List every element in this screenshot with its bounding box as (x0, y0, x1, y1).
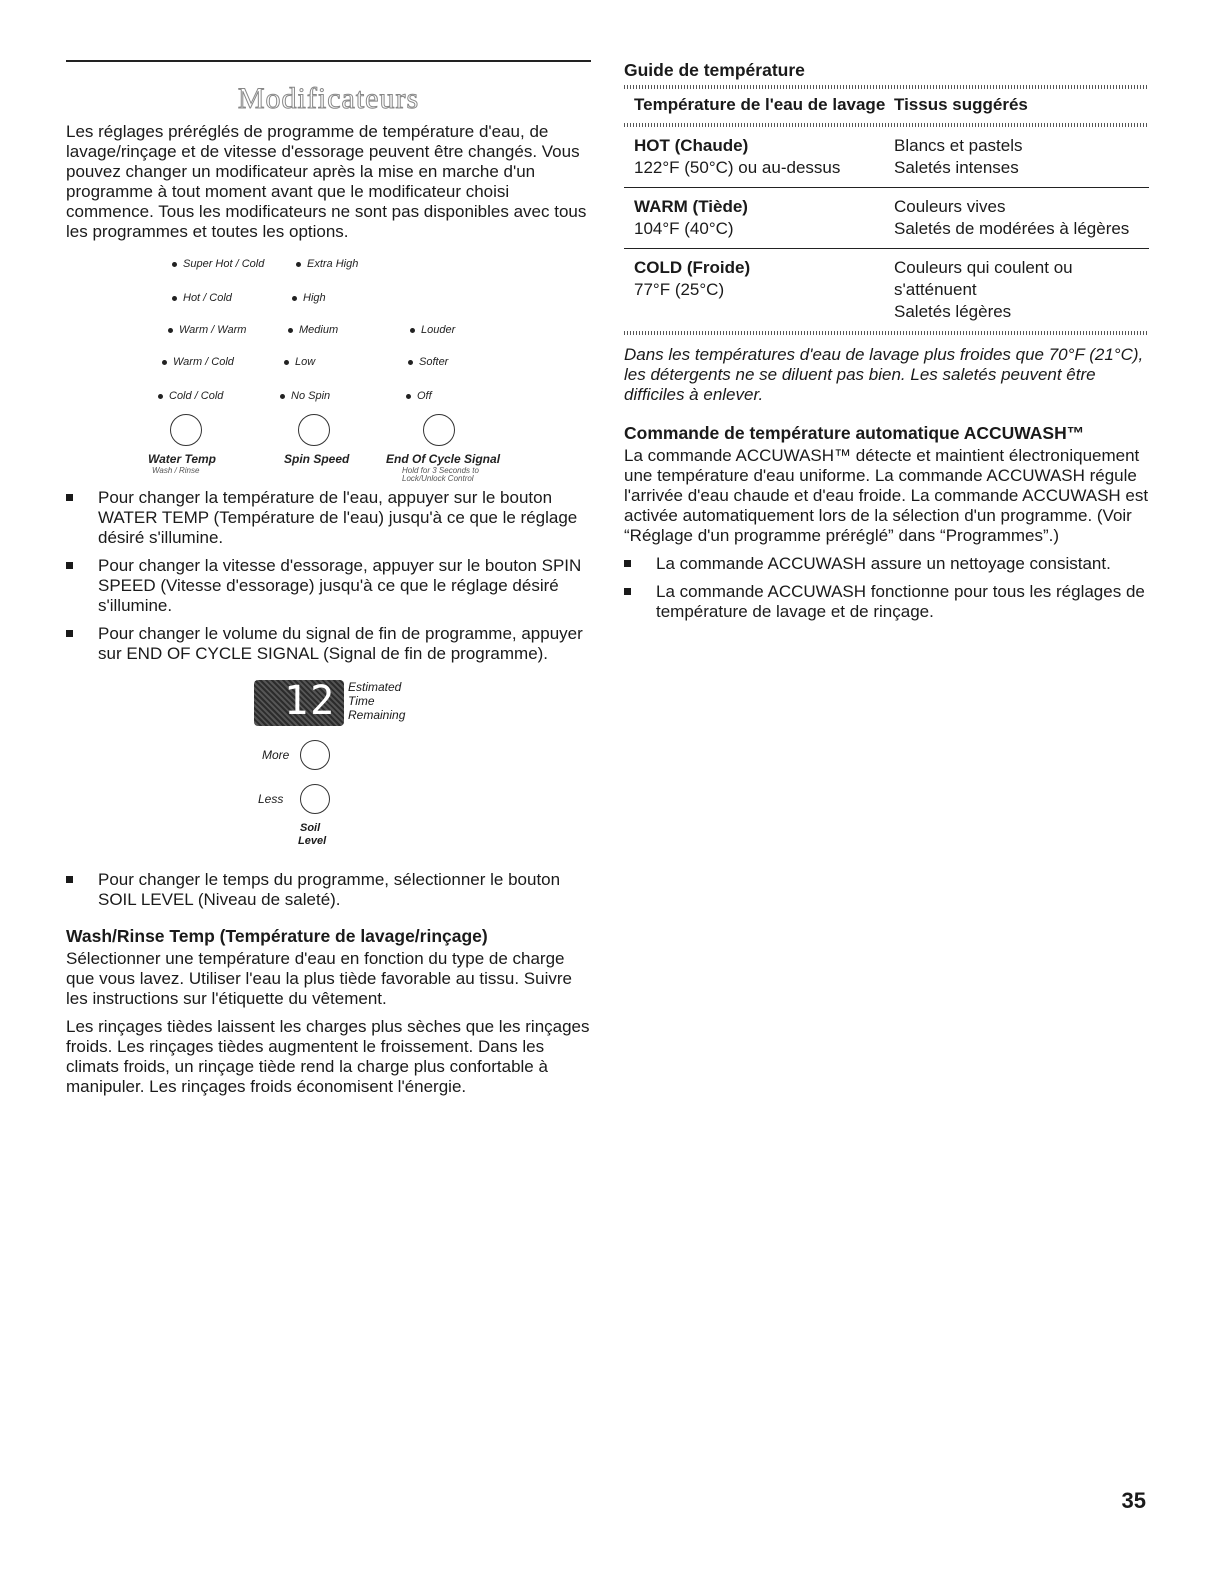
soil-level-display-illustration (66, 672, 591, 862)
temp-value: 104°F (40°C) (634, 219, 734, 238)
accuwash-heading: Commande de température automatique ACCUWASH™ (624, 423, 1085, 443)
water-temp-option: Warm / Warm (168, 324, 246, 336)
end-of-cycle-signal-button[interactable] (423, 414, 455, 446)
list-item: Pour changer la vitesse d'essorage, appuyer sur le bouton SPIN SPEED (Vitesse d'essorage) jusqu'à ce que le réglage désiré s'illumine. (66, 556, 591, 616)
temp-value: 122°F (50°C) ou au-dessus (634, 158, 841, 177)
list-item: Pour changer le temps du programme, sélectionner le bouton SOIL LEVEL (Niveau de saleté). (66, 870, 591, 910)
water-temp-option: Cold / Cold (158, 390, 223, 402)
spin-speed-option: Medium (288, 324, 338, 336)
fabric-line: Saletés de modérées à légères (894, 219, 1130, 238)
column-header-fabrics: Tissus suggérés (894, 95, 1028, 114)
wash-rinse-paragraph-2: Les rinçages tièdes laissent les charges plus sèches que les rinçages froids. Les rinçages tièdes augmentent le froissement. Dans les climats froids, un rinçage tiède rend la charge plus confortable à manipuler. Les rinçages froids économisent l'énergie. (66, 1017, 590, 1096)
wash-rinse-paragraph-1: Sélectionner une température d'eau en fonction du type de charge que vous lavez. Utiliser l'eau la plus tiède favorable au tissu. Suivre les instructions sur l'étiquette du vêtement. (66, 949, 572, 1008)
water-temp-label: Water Temp (148, 452, 217, 466)
spin-speed-option: Extra High (296, 258, 358, 270)
temp-name: WARM (Tiède) (634, 197, 748, 216)
less-label: Less (258, 792, 284, 806)
signal-option: Off (406, 390, 432, 402)
time-display-value: 12 (284, 678, 337, 724)
level-label: Level (298, 835, 327, 847)
top-rule (66, 60, 591, 62)
soil-bullet-list (66, 870, 591, 910)
list-item: La commande ACCUWASH assure un nettoyage consistant. (624, 554, 1149, 574)
signal-sublabel: Hold for 3 Seconds to (402, 466, 479, 475)
guide-title: Guide de température (624, 60, 805, 80)
more-label: More (262, 748, 290, 762)
dotted-divider (624, 331, 1149, 335)
water-temp-sublabel: Wash / Rinse (152, 466, 200, 475)
remaining-label: Remaining (348, 708, 406, 722)
spin-speed-option: Low (284, 356, 315, 368)
temp-value: 77°F (25°C) (634, 280, 725, 299)
soil-less-button[interactable] (300, 784, 330, 814)
intro-paragraph: Les réglages préréglés de programme de température d'eau, de lavage/rinçage et de vitesse d'essorage peuvent être changés. Vous pouvez changer un modificateur après la mise en marche d'un programme à tout moment avant que le modificateur choisi commence. Tous les modificateurs ne sont pas disponibles avec tous les programmes et toutes les options. (66, 122, 587, 241)
control-panel-illustration (66, 252, 591, 488)
modifier-bullet-list (66, 488, 591, 664)
estimated-label: Estimated (348, 680, 402, 694)
water-temp-option: Hot / Cold (172, 292, 232, 304)
water-temp-button[interactable] (170, 414, 202, 446)
table-row (624, 249, 1149, 331)
page-number: 35 (1121, 1488, 1146, 1513)
temp-name: COLD (Froide) (634, 258, 751, 277)
temperature-note: Dans les températures d'eau de lavage plus froides que 70°F (21°C), les détergents ne se diluent pas bien. Les saletés peuvent être difficiles à enlever. (624, 345, 1144, 404)
temp-name: HOT (Chaude) (634, 136, 749, 155)
list-item: Pour changer le volume du signal de fin de programme, appuyer sur END OF CYCLE SIGNAL (Signal de fin de programme). (66, 624, 591, 664)
fabric-line: Couleurs qui coulent ou (894, 258, 1073, 277)
soil-label: Soil (300, 822, 321, 834)
water-temp-option: Warm / Cold (162, 356, 234, 368)
list-item: Pour changer la température de l'eau, appuyer sur le bouton WATER TEMP (Température de l'eau) jusqu'à ce que le réglage désiré s'illumine. (66, 488, 591, 548)
fabric-line: s'atténuent (894, 280, 977, 299)
table-header (624, 89, 1149, 123)
spin-speed-option: High (292, 292, 326, 304)
accuwash-paragraph: La commande ACCUWASH™ détecte et maintient électroniquement une température d'eau uniforme. La commande ACCUWASH régule l'arrivée d'eau chaude et d'eau froide. La commande ACCUWASH est activée automatiquement lors de la sélection d'un programme. (Voir “Réglage d'un programme préréglé” dans “Programmes”.) (624, 446, 1149, 545)
spin-speed-option: No Spin (280, 390, 330, 402)
signal-option: Louder (410, 324, 455, 336)
signal-label: End Of Cycle Signal (386, 452, 501, 466)
left-column (66, 60, 591, 1105)
signal-sublabel: Lock/Unlock Control (402, 474, 474, 483)
column-header-temperature: Température de l'eau de lavage (634, 95, 886, 114)
spin-speed-button[interactable] (298, 414, 330, 446)
wash-rinse-heading: Wash/Rinse Temp (Température de lavage/rinçage) (66, 926, 488, 946)
table-row (624, 127, 1149, 188)
fabric-line: Couleurs vives (894, 197, 1006, 216)
time-label: Time (348, 694, 375, 708)
section-title: Modificateurs (237, 82, 420, 115)
fabric-line: Saletés légères (894, 302, 1012, 321)
table-row (624, 188, 1149, 249)
soil-more-button[interactable] (300, 740, 330, 770)
fabric-line: Blancs et pastels (894, 136, 1023, 155)
accuwash-bullet-list (624, 554, 1149, 622)
spin-speed-label: Spin Speed (284, 452, 350, 466)
signal-option: Softer (408, 356, 448, 368)
water-temp-option: Super Hot / Cold (172, 258, 264, 270)
list-item: La commande ACCUWASH fonctionne pour tous les réglages de température de lavage et de rinçage. (624, 582, 1149, 622)
fabric-line: Saletés intenses (894, 158, 1019, 177)
right-column (624, 60, 1149, 630)
